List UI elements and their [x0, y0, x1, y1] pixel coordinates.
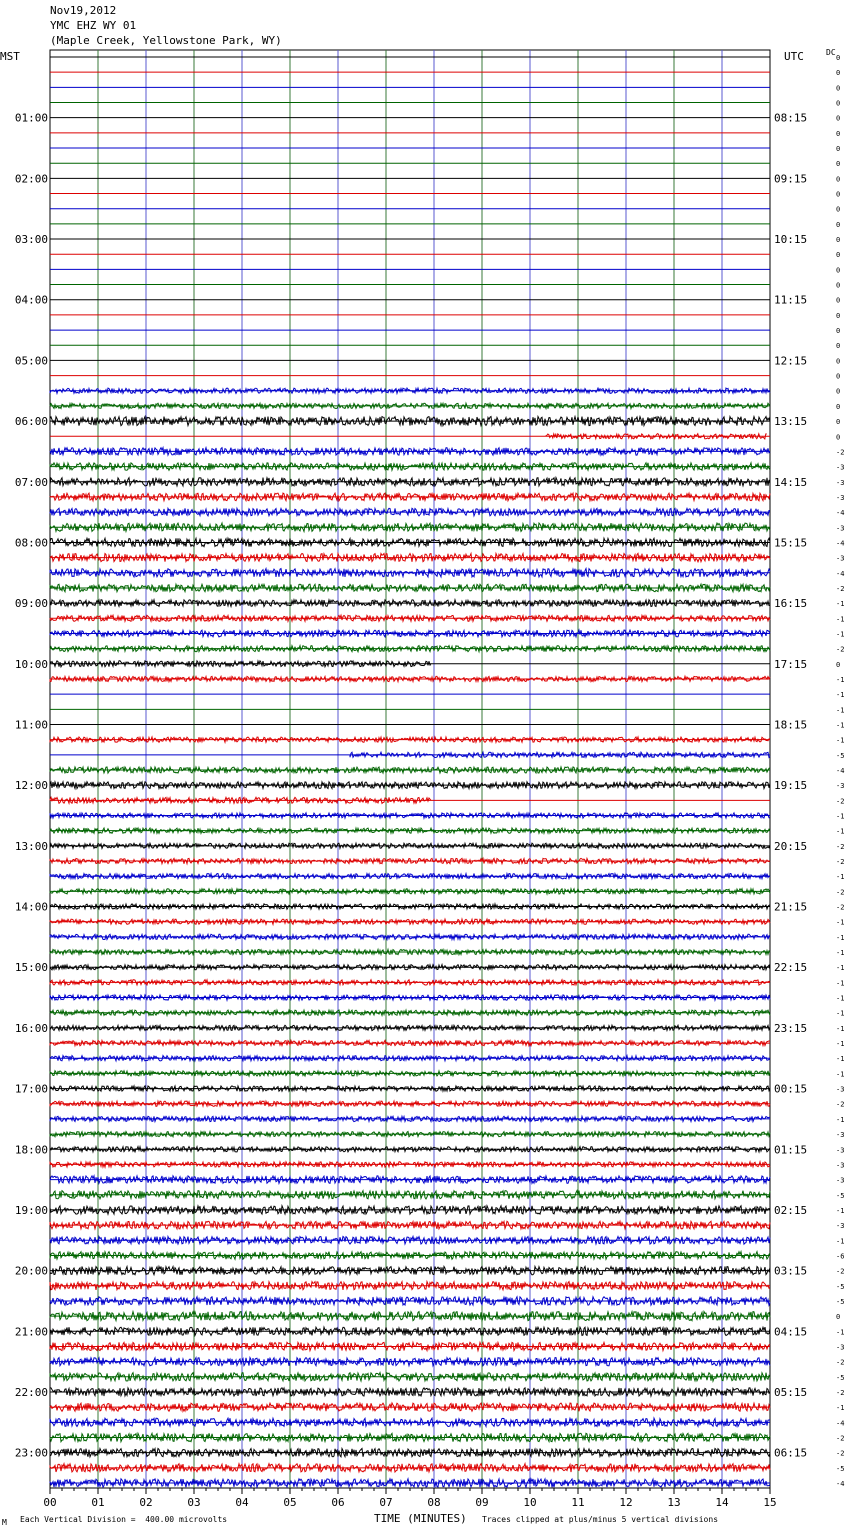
dc-offset-label: 0 — [836, 129, 841, 138]
header-location: (Maple Creek, Yellowstone Park, WY) — [50, 34, 282, 47]
dc-offset-label: -3 — [836, 554, 845, 563]
mst-hour-label: 20:00 — [14, 1264, 48, 1278]
dc-offset-label: -1 — [836, 827, 845, 836]
mst-hour-label: 15:00 — [14, 961, 48, 975]
x-tick-label: 01 — [91, 1496, 105, 1509]
mst-hour-label: 21:00 — [14, 1325, 48, 1339]
clip-note: Traces clipped at plus/minus 5 vertical divisions — [482, 1515, 719, 1524]
dc-offset-label: -1 — [836, 918, 845, 927]
utc-hour-label: 03:15 — [774, 1264, 808, 1278]
x-tick-label: 06 — [331, 1496, 345, 1509]
seismic-trace — [50, 1433, 770, 1441]
mst-hour-label: 12:00 — [14, 779, 48, 793]
utc-hour-label: 22:15 — [774, 961, 808, 975]
corner-mark: M — [2, 1518, 7, 1527]
dc-offset-label: -5 — [836, 1464, 845, 1473]
dc-offset-label: 0 — [836, 433, 841, 442]
dc-offset-label: 0 — [836, 220, 841, 229]
dc-offset-label: -4 — [836, 569, 845, 578]
mst-hour-label: 01:00 — [14, 111, 48, 125]
utc-hour-label: 19:15 — [774, 779, 808, 793]
dc-offset-label: -3 — [836, 478, 845, 487]
dc-offset-label: -5 — [836, 751, 845, 760]
dc-offset-label: -1 — [836, 964, 845, 973]
seismic-trace — [350, 752, 770, 757]
mst-hour-label: 09:00 — [14, 597, 48, 611]
x-tick-label: 08 — [427, 1496, 441, 1509]
dc-offset-label: -3 — [836, 524, 845, 533]
dc-offset-label: 0 — [836, 236, 841, 245]
dc-offset-label: -1 — [836, 1404, 845, 1413]
mst-hour-label: 23:00 — [14, 1446, 48, 1460]
x-tick-label: 00 — [43, 1496, 57, 1509]
dc-offset-label: 0 — [836, 251, 841, 260]
dc-offset-label: 0 — [836, 84, 841, 93]
header-date: Nov19,2012 — [50, 4, 117, 17]
utc-axis-title: UTC — [784, 50, 804, 63]
seismic-trace — [50, 538, 770, 546]
utc-hour-label: 08:15 — [774, 111, 808, 125]
dc-offset-label: -5 — [836, 1373, 845, 1382]
dc-offset-label: -1 — [836, 721, 845, 730]
mst-hour-label: 13:00 — [14, 839, 48, 853]
dc-offset-label: 0 — [836, 205, 841, 214]
utc-hour-label: 16:15 — [774, 597, 808, 611]
mst-hour-label: 07:00 — [14, 475, 48, 489]
dc-offset-label: 0 — [836, 357, 841, 366]
dc-offset-label: 0 — [836, 1313, 841, 1322]
dc-offset-label: -2 — [836, 858, 845, 867]
mst-axis-title: MST — [0, 50, 20, 63]
dc-offset-label: 0 — [836, 281, 841, 290]
dc-offset-label: -1 — [836, 630, 845, 639]
x-tick-label: 03 — [187, 1496, 201, 1509]
dc-offset-label: -2 — [836, 1100, 845, 1109]
dc-offset-label: 0 — [836, 296, 841, 305]
dc-offset-label: -1 — [836, 1115, 845, 1124]
mst-hour-label: 22:00 — [14, 1385, 48, 1399]
dc-offset-label: 0 — [836, 54, 841, 62]
utc-hour-label: 11:15 — [774, 293, 808, 307]
mst-hour-label: 04:00 — [14, 293, 48, 307]
seismic-trace — [50, 646, 770, 652]
mst-hour-label: 06:00 — [14, 415, 48, 429]
dc-offset-label: 0 — [836, 175, 841, 184]
dc-offset-label: -6 — [836, 1252, 845, 1261]
dc-offset-label: 0 — [836, 311, 841, 320]
utc-hour-label: 20:15 — [774, 839, 808, 853]
dc-offset-label: 0 — [836, 402, 841, 411]
dc-offset-label: -1 — [836, 1206, 845, 1215]
dc-offset-label: -3 — [836, 463, 845, 472]
dc-offset-label: -2 — [836, 1358, 845, 1367]
mst-hour-label: 02:00 — [14, 172, 48, 186]
seismic-trace — [50, 584, 770, 592]
x-tick-label: 09 — [475, 1496, 489, 1509]
dc-offset-label: -3 — [836, 1085, 845, 1094]
utc-hour-label: 18:15 — [774, 718, 808, 732]
mst-hour-label: 05:00 — [14, 354, 48, 368]
dc-offset-label: -1 — [836, 1070, 845, 1079]
utc-hour-label: 05:15 — [774, 1385, 808, 1399]
dc-offset-label: -5 — [836, 1191, 845, 1200]
dc-offset-label: 0 — [836, 372, 841, 381]
utc-hour-label: 01:15 — [774, 1143, 808, 1157]
utc-hour-label: 13:15 — [774, 415, 808, 429]
x-tick-label: 02 — [139, 1496, 153, 1509]
dc-offset-label: -1 — [836, 994, 845, 1003]
dc-offset-label: -1 — [836, 1328, 845, 1337]
x-tick-label: 07 — [379, 1496, 393, 1509]
dc-offset-label: 0 — [836, 327, 841, 336]
utc-hour-label: 14:15 — [774, 475, 808, 489]
dc-offset-label: 0 — [836, 190, 841, 199]
dc-offset-label: -2 — [836, 448, 845, 457]
dc-label: DC — [826, 48, 836, 57]
dc-offset-label: -1 — [836, 1055, 845, 1064]
dc-offset-label: -3 — [836, 1222, 845, 1231]
x-axis-title: TIME (MINUTES) — [374, 1512, 467, 1525]
dc-offset-label: -3 — [836, 493, 845, 502]
dc-offset-label: -2 — [836, 842, 845, 851]
dc-offset-label: -3 — [836, 1176, 845, 1185]
utc-hour-label: 21:15 — [774, 900, 808, 914]
seismic-trace — [50, 523, 770, 531]
dc-offset-label: -1 — [836, 706, 845, 715]
dc-offset-label: -3 — [836, 1343, 845, 1352]
dc-offset-label: -1 — [836, 1024, 845, 1033]
mst-hour-label: 08:00 — [14, 536, 48, 550]
dc-offset-label: -1 — [836, 675, 845, 684]
dc-offset-label: 0 — [836, 99, 841, 108]
dc-offset-label: -3 — [836, 1161, 845, 1170]
utc-hour-label: 23:15 — [774, 1021, 808, 1035]
dc-offset-label: -4 — [836, 539, 845, 548]
dc-offset-label: 0 — [836, 160, 841, 169]
dc-offset-label: 0 — [836, 342, 841, 351]
utc-hour-label: 02:15 — [774, 1203, 808, 1217]
dc-offset-label: -1 — [836, 1009, 845, 1018]
dc-offset-label: 0 — [836, 145, 841, 154]
dc-offset-label: -1 — [836, 736, 845, 745]
dc-offset-label: -1 — [836, 933, 845, 942]
x-tick-label: 14 — [715, 1496, 729, 1509]
seismic-trace — [50, 904, 770, 909]
dc-offset-label: 0 — [836, 114, 841, 123]
dc-offset-label: -2 — [836, 1267, 845, 1276]
dc-offset-label: 0 — [836, 387, 841, 396]
dc-offset-label: -1 — [836, 873, 845, 882]
utc-hour-label: 17:15 — [774, 657, 808, 671]
dc-offset-label: -1 — [836, 600, 845, 609]
scale-note: Each Vertical Division = 400.00 microvolts — [20, 1515, 228, 1524]
dc-offset-label: -2 — [836, 797, 845, 806]
utc-hour-label: 04:15 — [774, 1325, 808, 1339]
dc-offset-label: -4 — [836, 1480, 845, 1488]
x-tick-label: 11 — [571, 1496, 585, 1509]
dc-offset-label: -3 — [836, 1146, 845, 1155]
dc-offset-label: 0 — [836, 418, 841, 427]
dc-offset-label: -4 — [836, 509, 845, 518]
x-tick-label: 10 — [523, 1496, 537, 1509]
mst-hour-label: 11:00 — [14, 718, 48, 732]
utc-hour-label: 00:15 — [774, 1082, 808, 1096]
x-tick-label: 05 — [283, 1496, 297, 1509]
dc-offset-label: -2 — [836, 1388, 845, 1397]
dc-offset-label: -4 — [836, 767, 845, 775]
mst-hour-label: 14:00 — [14, 900, 48, 914]
dc-offset-label: -1 — [836, 949, 845, 958]
mst-hour-label: 19:00 — [14, 1203, 48, 1217]
dc-offset-label: -1 — [836, 979, 845, 988]
mst-hour-label: 10:00 — [14, 657, 48, 671]
dc-offset-label: 0 — [836, 266, 841, 275]
x-tick-label: 12 — [619, 1496, 633, 1509]
seismic-trace — [50, 1252, 770, 1260]
x-tick-label: 15 — [763, 1496, 777, 1509]
seismic-trace — [50, 508, 770, 516]
dc-offset-label: -1 — [836, 1040, 845, 1049]
dc-offset-label: -1 — [836, 812, 845, 821]
dc-offset-label: -2 — [836, 645, 845, 654]
seismic-trace — [50, 1388, 770, 1396]
dc-offset-label: -4 — [836, 1419, 845, 1428]
utc-hour-label: 09:15 — [774, 172, 808, 186]
mst-hour-label: 03:00 — [14, 233, 48, 247]
x-tick-label: 13 — [667, 1496, 681, 1509]
mst-hour-label: 16:00 — [14, 1021, 48, 1035]
dc-offset-label: -5 — [836, 1282, 845, 1291]
dc-offset-label: -2 — [836, 1434, 845, 1443]
dc-offset-label: -1 — [836, 691, 845, 700]
dc-offset-label: 0 — [836, 69, 841, 78]
mst-hour-label: 17:00 — [14, 1082, 48, 1096]
seismic-trace — [50, 1086, 770, 1091]
utc-hour-label: 12:15 — [774, 354, 808, 368]
dc-offset-label: -2 — [836, 903, 845, 912]
utc-hour-label: 15:15 — [774, 536, 808, 550]
x-tick-label: 04 — [235, 1496, 249, 1509]
dc-offset-label: -2 — [836, 584, 845, 593]
dc-offset-label: -2 — [836, 888, 845, 897]
dc-offset-label: 0 — [836, 660, 841, 669]
mst-hour-label: 18:00 — [14, 1143, 48, 1157]
dc-offset-label: -2 — [836, 1449, 845, 1458]
dc-offset-label: -1 — [836, 615, 845, 624]
dc-offset-label: -5 — [836, 1297, 845, 1306]
utc-hour-label: 10:15 — [774, 233, 808, 247]
dc-offset-label: -3 — [836, 782, 845, 791]
dc-offset-label: -3 — [836, 1131, 845, 1140]
header-station: YMC EHZ WY 01 — [50, 19, 137, 32]
utc-hour-label: 06:15 — [774, 1446, 808, 1460]
dc-offset-label: -1 — [836, 1237, 845, 1246]
